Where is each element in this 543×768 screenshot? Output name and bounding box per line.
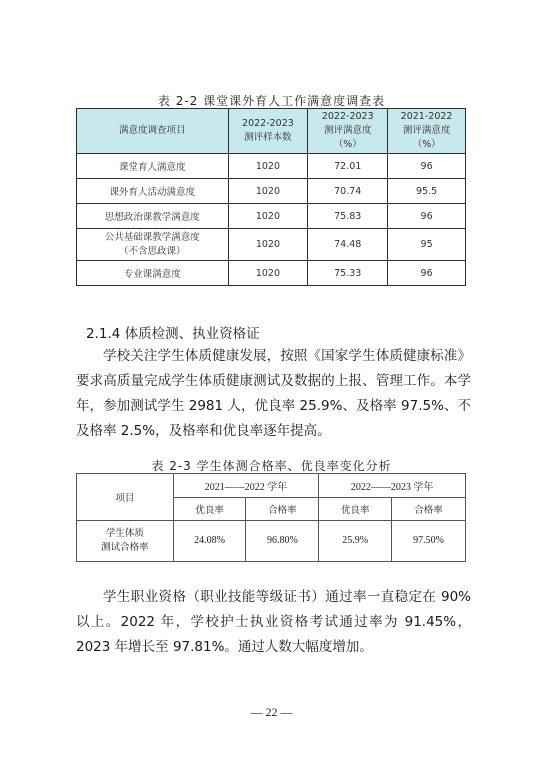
row-sat-2022-2023: 74.48 <box>308 229 388 261</box>
row-item: 课外育人活动满意度 <box>77 179 229 204</box>
row-sat-2022-2023: 75.83 <box>308 204 388 229</box>
body-paragraph: 学校关注学生体质健康发展，按照《国家学生体质健康标准》要求高质量完成学生体质健康测试及数据的上报、管理工作。本学年，参加测试学生 2981 人，优良率 25.9%、及格率 97.5%、不及格率 2.5%，及格率和优良率逐年提高。 <box>76 348 471 439</box>
fitness-pass-rate-table <box>76 473 466 562</box>
table-header-row <box>77 109 466 154</box>
table-row <box>77 521 466 562</box>
value-pass-rate-2: 97.50% <box>392 521 466 562</box>
row-sat-2021-2022: 95 <box>388 229 466 261</box>
header-pass-rate-1: 合格率 <box>246 498 319 521</box>
row-item: 公共基础课教学满意度 （不含思政课） <box>77 229 229 261</box>
row-sat-2021-2022: 96 <box>388 204 466 229</box>
table-row <box>77 204 466 229</box>
header-good-rate-1: 优良率 <box>173 498 246 521</box>
section-heading: 2.1.4 体质检测、执业资格证 <box>86 326 260 342</box>
value-pass-rate-1: 96.80% <box>246 521 319 562</box>
table-row <box>77 154 466 179</box>
row-sample: 1020 <box>228 204 308 229</box>
row-sat-2021-2022: 96 <box>388 154 466 179</box>
row-item: 专业课满意度 <box>77 261 229 286</box>
row-sat-2021-2022: 95.5 <box>388 179 466 204</box>
table-row <box>77 229 466 261</box>
row-item: 课堂育人满意度 <box>77 154 229 179</box>
header-good-rate-2: 优良率 <box>319 498 392 521</box>
table-2-2-caption: 表 2-2 课堂课外育人工作满意度调查表 <box>157 94 386 108</box>
row-sample: 1020 <box>228 154 308 179</box>
value-good-rate-2: 25.9% <box>319 521 392 562</box>
satisfaction-survey-table <box>76 108 466 286</box>
table-header-row <box>77 474 466 498</box>
row-sat-2022-2023: 72.01 <box>308 154 388 179</box>
row-sat-2021-2022: 96 <box>388 261 466 286</box>
value-good-rate-1: 24.08% <box>173 521 246 562</box>
row-item: 思想政治课教学满意度 <box>77 204 229 229</box>
header-satisfaction-2022-2023: 2022-2023 测评满意度 （%） <box>308 109 388 154</box>
header-year-2022-2023: 2022——2023 学年 <box>319 474 466 498</box>
table-2-3-caption: 表 2-3 学生体测合格率、优良率变化分析 <box>151 459 392 473</box>
header-sample-count: 2022-2023 测评样本数 <box>228 109 308 154</box>
row-sample: 1020 <box>228 261 308 286</box>
row-sample: 1020 <box>228 229 308 261</box>
row-sat-2022-2023: 75.33 <box>308 261 388 286</box>
header-survey-item: 满意度调查项目 <box>77 109 229 154</box>
header-satisfaction-2021-2022: 2021-2022 测评满意度 （%） <box>388 109 466 154</box>
table-row <box>77 179 466 204</box>
row-label: 学生体质 测试合格率 <box>77 521 174 562</box>
row-sat-2022-2023: 70.74 <box>308 179 388 204</box>
header-item: 项目 <box>77 474 174 521</box>
page-number: — 22 — <box>250 705 293 719</box>
header-pass-rate-2: 合格率 <box>392 498 466 521</box>
header-year-2021-2022: 2021——2022 学年 <box>173 474 319 498</box>
body-paragraph: 学生职业资格（职业技能等级证书）通过率一直稳定在 90%以上。2022 年，学校护士执业资格考试通过率为 91.45%，2023 年增长至 97.81%。通过人数大幅度增加。 <box>76 589 471 655</box>
row-sample: 1020 <box>228 179 308 204</box>
table-row <box>77 261 466 286</box>
